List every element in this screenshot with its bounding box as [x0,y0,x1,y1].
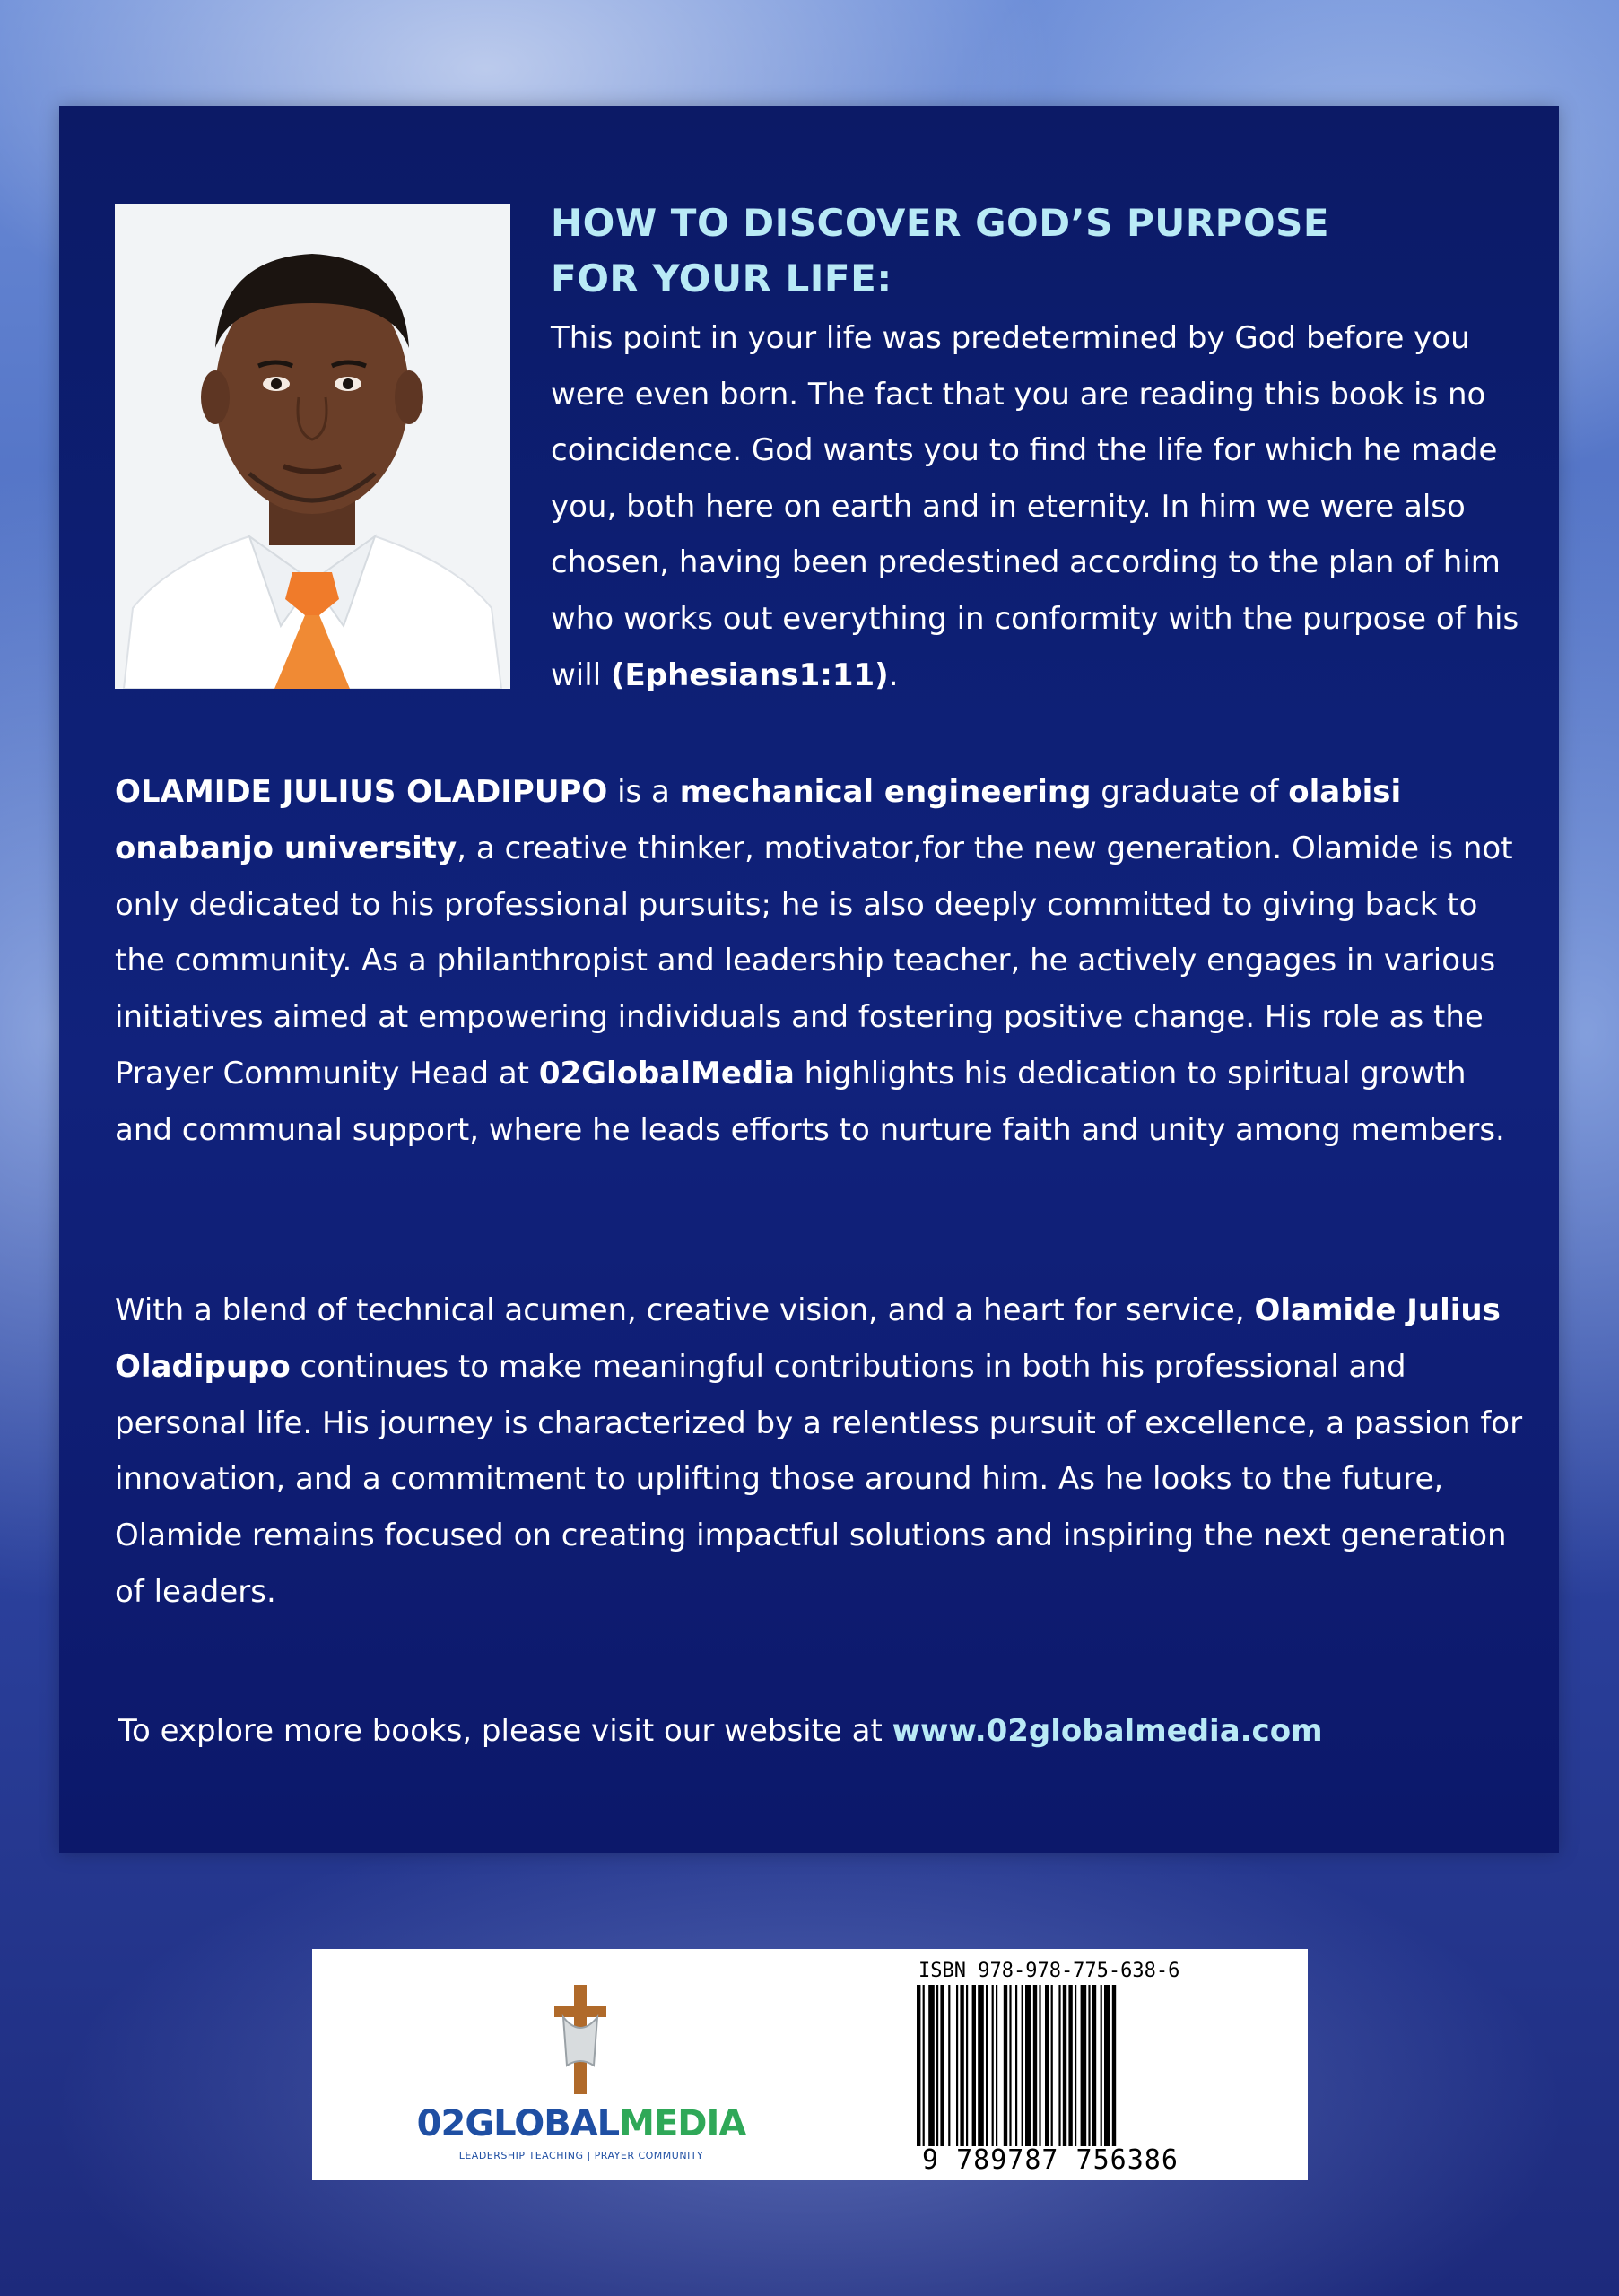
barcode-bar [1088,1985,1090,2146]
bio2-text-1: With a blend of technical acumen, creative vision, and a heart for service, [115,1292,1255,1328]
barcode-bar [1075,1985,1076,2146]
barcode-bar [1009,1985,1011,2146]
barcode-icon [917,1985,1195,2146]
barcode-bar [1068,1985,1072,2146]
barcode-bar [956,1985,958,2146]
bio1-text-4: highlights his dedication to spiritual growth and communal support, where he leads efforts to nurture faith and unity among members. [115,1055,1505,1148]
author-name-caps: OLAMIDE JULIUS OLADIPUPO [115,774,608,810]
barcode-bar [986,1985,988,2146]
scripture-reference: (Ephesians1:11) [610,657,889,693]
barcode-bar [928,1985,935,2146]
barcode-bar [917,1985,920,2146]
barcode-bar [978,1985,984,2146]
barcode-bar [1025,1985,1031,2146]
barcode-bar [1045,1985,1049,2146]
logo-part-1: 02GLOBAL [416,2103,620,2144]
website-link[interactable]: www.02globalmedia.com [892,1713,1323,1749]
barcode-bar [972,1985,976,2146]
bio1-text-2: graduate of [1091,774,1289,810]
barcode-bar [1104,1985,1110,2146]
author-school: olabisi onabanjo university [115,774,1402,866]
barcode-bar [1039,1985,1040,2146]
barcode-bar [1063,1985,1066,2146]
barcode-bar [1022,1985,1023,2146]
isbn-label: ISBN 978-978-775-638-6 [918,1960,1180,1982]
author-photo [115,204,510,689]
barcode-bar [923,1985,925,2146]
intro-end: . [888,657,899,693]
barcode-bar [996,1985,997,2146]
bio1-text-1: is a [607,774,680,810]
heading-line-2: FOR YOUR LIFE: [551,257,892,300]
website-line [118,1703,1323,1759]
barcode-bar [966,1985,968,2146]
barcode-bar [1004,1985,1007,2146]
author-name: Olamide Julius Oladipupo [115,1292,1501,1385]
barcode-bar [960,1985,963,2146]
barcode-bar [1101,1985,1102,2146]
barcode-bar [1081,1985,1087,2146]
barcode-bar [1112,1985,1116,2146]
publisher-barcode-box [312,1949,1308,2180]
bio1-text-3: , a creative thinker, motivator,for the new generation. Olamide is not only dedicated to his professional pursuits; he is also deeply committed to giving back to the community. As a philanthropist and leadership teacher, he actively engages in various initiatives aimed at empowering individuals and fostering positive change. His role as the Prayer Community Head at [115,830,1513,1091]
publisher-logo-text [402,2103,761,2144]
barcode-bar [1033,1985,1037,2146]
intro-paragraph [551,310,1519,703]
heading-line-1: HOW TO DISCOVER GOD’S PURPOSE [551,201,1330,245]
barcode-bar [1051,1985,1053,2146]
barcode-bar [992,1985,994,2146]
author-bio-paragraph-2 [115,1283,1523,1621]
intro-text: This point in your life was predetermined by God before you were even born. The fact that you are reading this book is no coincidence. God wants you to find the life for which he made you, both here on earth and in eternity. In him we were also chosen, having been predestined according to the plan of him who works out everything in conformity with the purpose of his will [551,320,1519,693]
barcode-bar [1015,1985,1017,2146]
author-portrait [115,204,510,689]
author-bio-paragraph-1 [115,764,1523,1159]
publisher-tagline: LEADERSHIP TEACHING | PRAYER COMMUNITY [458,2150,704,2161]
author-field: mechanical engineering [679,774,1092,810]
logo-part-2: MEDIA [619,2103,746,2144]
barcode-bar [936,1985,938,2146]
publisher-logo [402,1976,761,2164]
website-text: To explore more books, please visit our website at [118,1713,892,1749]
book-heading [551,196,1519,307]
barcode-digits: 9 789787 756386 [922,2144,1179,2176]
cross-icon [402,1976,761,2101]
author-organization: 02GlobalMedia [538,1055,795,1091]
barcode-bar [948,1985,950,2146]
barcode-bar [1092,1985,1096,2146]
barcode-bar [1058,1985,1060,2146]
barcode-bar [940,1985,944,2146]
bio2-text-2: continues to make meaningful contributions in both his professional and personal life. His journey is characterized by a relentless pursuit of excellence, a passion for innovation, and a commitment to uplifting those around him. As he looks to the future, Olamide remains focused on creating impactful solutions and inspiring the next generation of leaders. [115,1348,1523,1610]
